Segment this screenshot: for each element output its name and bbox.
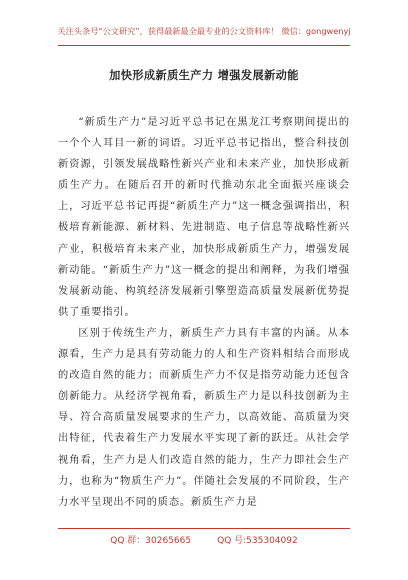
header-divider (58, 45, 350, 46)
footer-qq-group: QQ 群：30265665 (110, 536, 192, 546)
document-title: 加快形成新质生产力 增强发展新动能 (109, 69, 299, 82)
footer-divider (58, 528, 350, 529)
footer-contact (0, 533, 408, 546)
header-promo-text: 关注头条号“公文研究”，获得最新最全最专业的公文资料库！ 微信：gongwenyj (57, 26, 351, 36)
footer-qq-number: QQ 号:535304092 (217, 536, 298, 546)
paragraph: “新质生产力”是习近平总书记在黑龙江考察期间提出的一个个人耳目一新的词语。习近平总书记指出，整合科技创新资源，引领发展战略性新兴产业和未来产业，加快形成新质生产力。在随后召开的新时代推动东北全面振兴座谈会上，习近平总书记再提“新质生产力”这一概念强调指出，积极培育新能源、新材料、先进制造、电子信息等战略性新兴产业，积极培育未来产业，加快形成新质生产力，增强发展新动能。“新质生产力”这一概念的提出和阐释，为我们增强发展新动能、构筑经济发展新引擎塑造高质量发展新优势提供了重要指引。 (58, 117, 350, 318)
paragraph: 区别于传统生产力，新质生产力具有丰富的内涵。从本源看，生产力是具有劳动能力的人和生产资料相结合而形成的改造自然的能力；而新质生产力不仅是指劳动能力还包含创新能力。从经济学视角看，新质生产力是以科技创新为主导、符合高质量发展要求的生产力，以高效能、高质量为突出特征，代表着生产力发展水平实现了新的跃迁。从社会学视角看，生产力是人们改造自然的能力，生产力即社会生产力，也称为“物质生产力”。伴随社会发展的不同阶段，生产力水平呈现出不同的质态。新质生产力是 (58, 327, 350, 508)
document-body (58, 112, 350, 513)
